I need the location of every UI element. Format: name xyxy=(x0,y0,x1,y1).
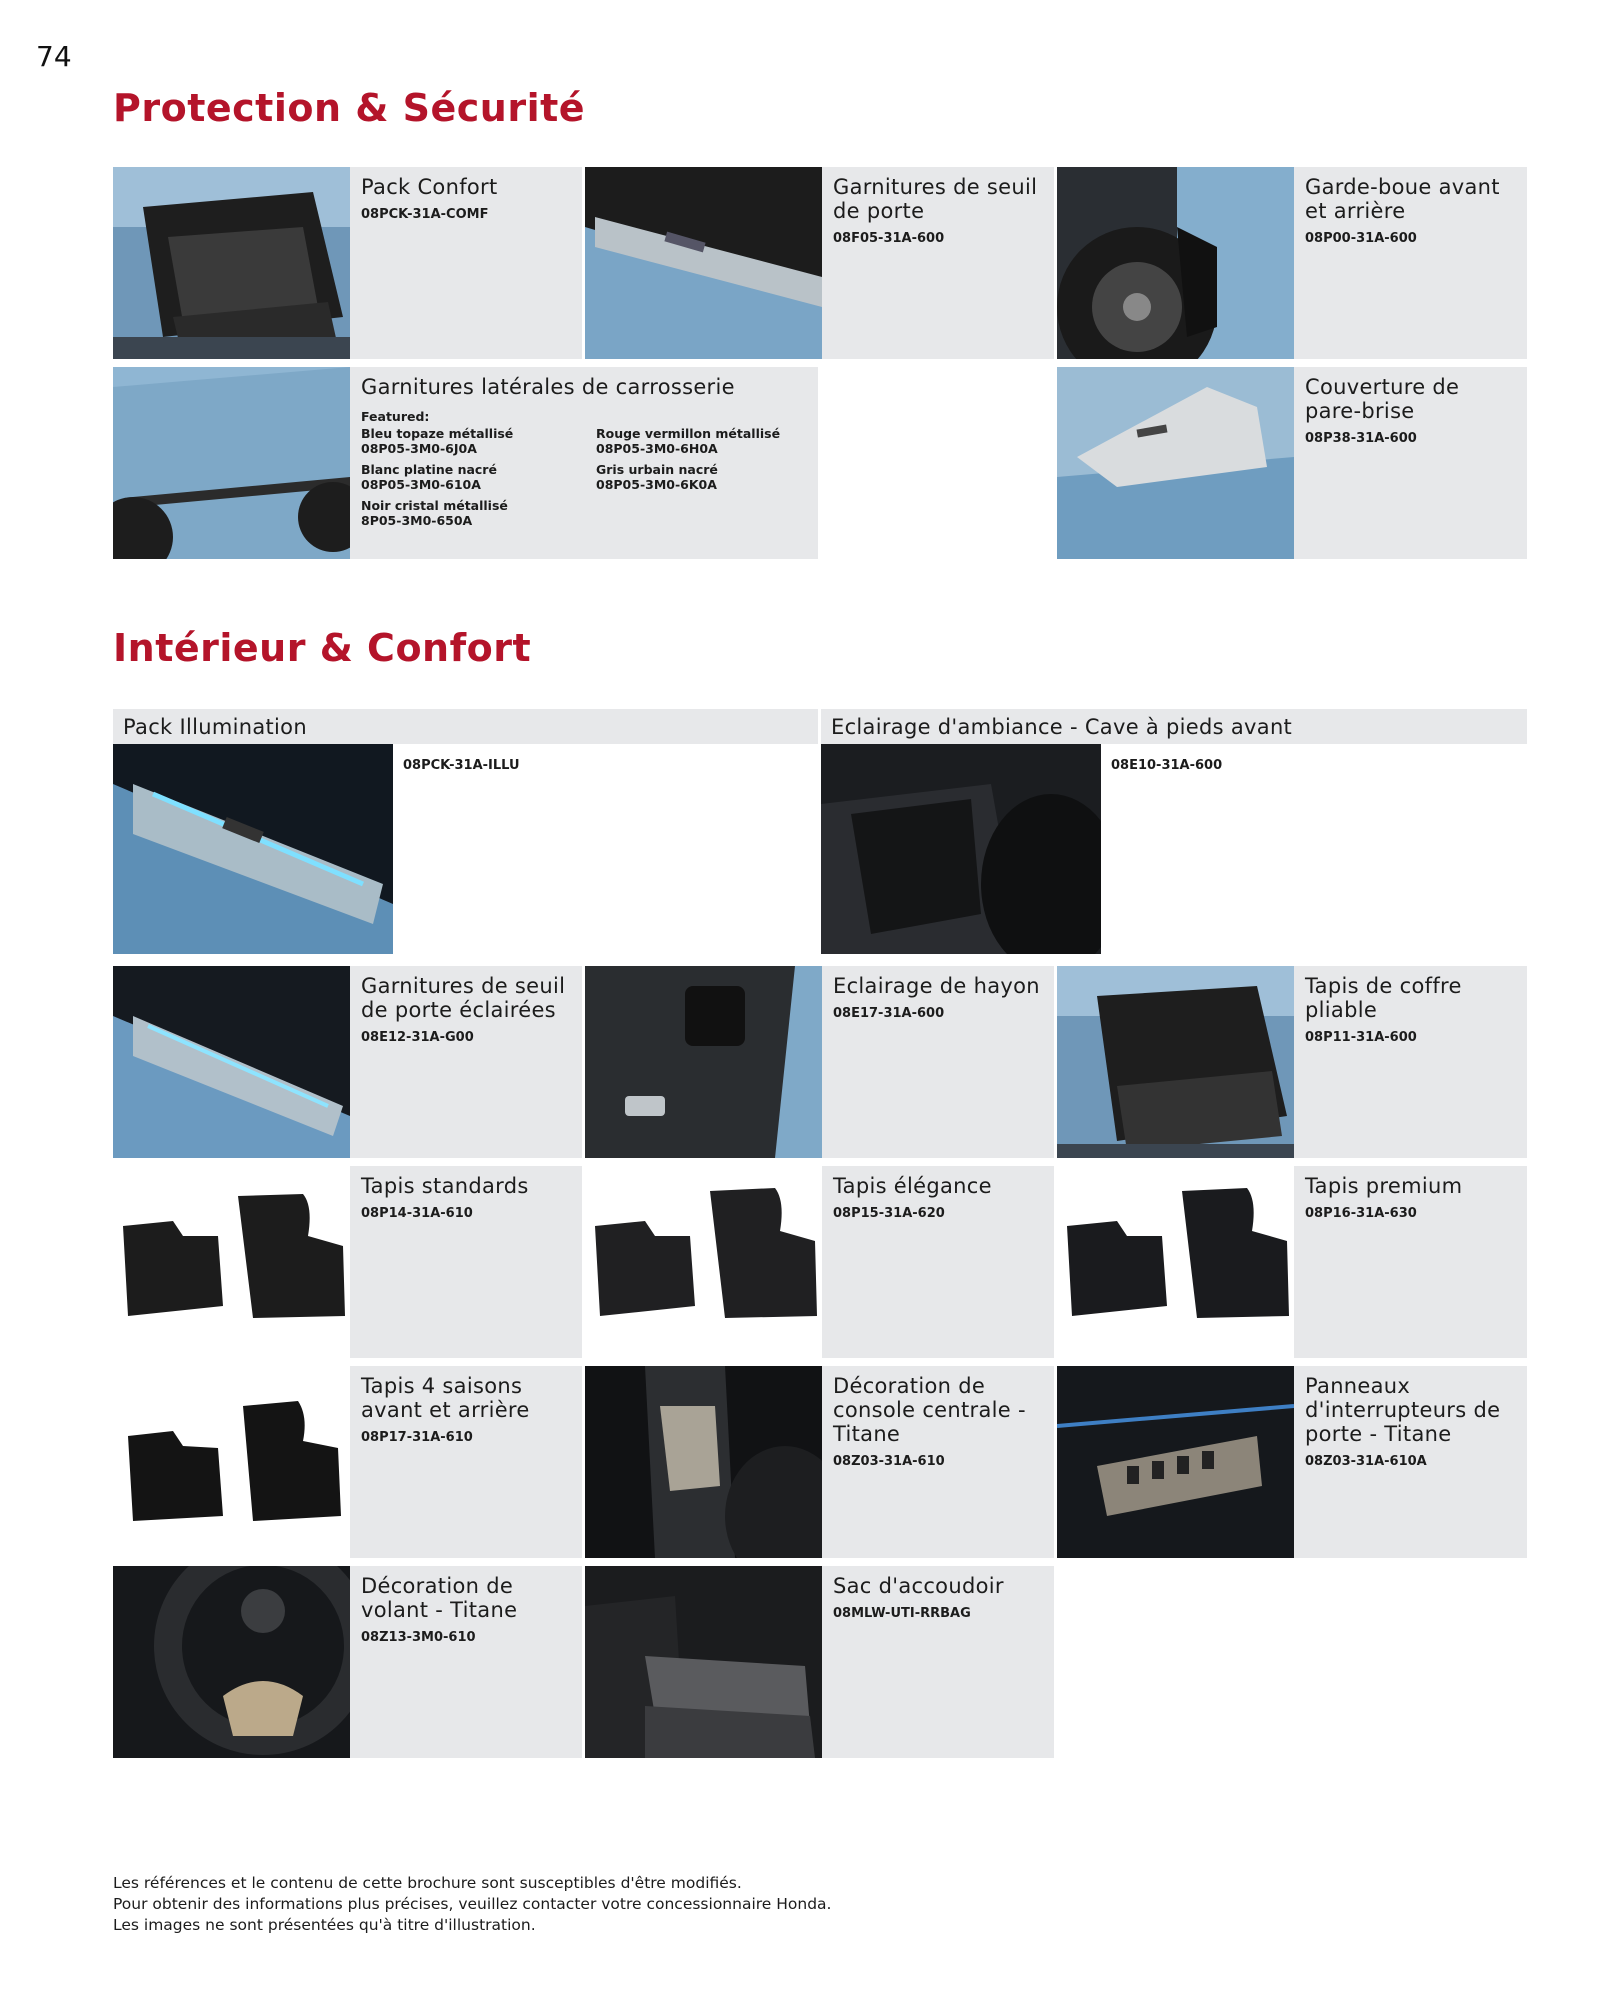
product-ref: 08P15-31A-620 xyxy=(833,1206,945,1221)
product-ref: 08PCK-31A-COMF xyxy=(361,207,489,222)
product-photo xyxy=(1057,1166,1294,1358)
featured-label: Featured: xyxy=(361,409,430,424)
product-card-garnitures-laterales[interactable] xyxy=(113,367,818,559)
product-title: Garnitures latérales de carrosserie xyxy=(361,375,735,399)
product-card-garde-boue[interactable] xyxy=(1057,167,1527,359)
product-ref: 08F05-31A-600 xyxy=(833,231,945,246)
product-photo xyxy=(1057,367,1294,559)
product-title: Tapis standards xyxy=(361,1174,529,1198)
product-title: Tapis 4 saisons avant et arrière xyxy=(361,1374,530,1422)
footer-line: Les références et le contenu de cette brochure sont susceptibles d'être modifiés. xyxy=(113,1874,742,1892)
product-photo xyxy=(113,1166,350,1358)
product-photo xyxy=(113,966,350,1158)
product-photo xyxy=(1057,167,1294,359)
section-title-interior: Intérieur & Confort xyxy=(113,626,532,670)
product-title: Sac d'accoudoir xyxy=(833,1574,1004,1598)
footer-disclaimer xyxy=(113,1873,831,1936)
wide-card-header-eclairage-ambiance: Eclairage d'ambiance - Cave à pieds avant xyxy=(821,709,1527,744)
variant-item: Blanc platine nacré 08P05-3M0-610A xyxy=(361,462,497,492)
product-card-sac-accoudoir[interactable] xyxy=(585,1566,1054,1758)
product-card-tapis-elegance[interactable] xyxy=(585,1166,1054,1358)
product-photo xyxy=(113,167,350,359)
product-photo xyxy=(585,167,822,359)
product-card-seuil-porte[interactable] xyxy=(585,167,1054,359)
product-card-panneaux-interrupteurs[interactable] xyxy=(1057,1366,1527,1558)
product-title: Garnitures de seuil de porte éclairées xyxy=(361,974,566,1022)
product-photo xyxy=(585,1566,822,1758)
product-photo xyxy=(113,1566,350,1758)
product-card-tapis-4-saisons[interactable] xyxy=(113,1366,582,1558)
product-ref: 08P14-31A-610 xyxy=(361,1206,473,1221)
product-title: Tapis élégance xyxy=(833,1174,992,1198)
section-title-protection: Protection & Sécurité xyxy=(113,86,586,130)
product-title: Tapis premium xyxy=(1305,1174,1463,1198)
product-ref: 08P17-31A-610 xyxy=(361,1430,473,1445)
wide-card-header-pack-illumination: Pack Illumination xyxy=(113,709,818,744)
product-photo xyxy=(585,1366,822,1558)
product-ref: 08Z03-31A-610A xyxy=(1305,1454,1427,1469)
product-ref: 08E12-31A-G00 xyxy=(361,1030,474,1045)
product-title: Décoration de console centrale - Titane xyxy=(833,1374,1026,1446)
product-title: Tapis de coffre pliable xyxy=(1305,974,1462,1022)
product-photo xyxy=(585,1166,822,1358)
product-card-pack-confort[interactable] xyxy=(113,167,582,359)
product-ref: 08Z03-31A-610 xyxy=(833,1454,945,1469)
product-ref: 08P38-31A-600 xyxy=(1305,431,1417,446)
product-ref: 08P00-31A-600 xyxy=(1305,231,1417,246)
product-photo xyxy=(113,1366,350,1558)
product-card-tapis-standards[interactable] xyxy=(113,1166,582,1358)
variant-item: Gris urbain nacré 08P05-3M0-6K0A xyxy=(596,462,718,492)
product-title: Garnitures de seuil de porte xyxy=(833,175,1038,223)
product-ref: 08P16-31A-630 xyxy=(1305,1206,1417,1221)
product-card-seuil-eclaires[interactable] xyxy=(113,966,582,1158)
product-ref-eclairage-ambiance: 08E10-31A-600 xyxy=(1111,758,1223,773)
product-ref: 08Z13-3M0-610 xyxy=(361,1630,476,1645)
product-card-eclairage-hayon[interactable] xyxy=(585,966,1054,1158)
product-ref: 08E17-31A-600 xyxy=(833,1006,945,1021)
product-title: Garde-boue avant et arrière xyxy=(1305,175,1500,223)
variant-item: Noir cristal métallisé 8P05-3M0-650A xyxy=(361,498,508,528)
product-photo xyxy=(113,367,350,559)
product-photo xyxy=(1057,1366,1294,1558)
product-photo xyxy=(585,966,822,1158)
footer-line: Les images ne sont présentées qu'à titre d'illustration. xyxy=(113,1916,536,1934)
variant-list xyxy=(361,426,808,534)
product-title: Décoration de volant - Titane xyxy=(361,1574,518,1622)
product-title: Couverture de pare-brise xyxy=(1305,375,1460,423)
product-ref-pack-illumination: 08PCK-31A-ILLU xyxy=(403,758,520,773)
product-card-tapis-coffre[interactable] xyxy=(1057,966,1527,1158)
product-ref: 08MLW-UTI-RRBAG xyxy=(833,1606,971,1621)
variant-item: Rouge vermillon métallisé 08P05-3M0-6H0A xyxy=(596,426,781,456)
page-number: 74 xyxy=(36,40,72,73)
product-title: Eclairage de hayon xyxy=(833,974,1040,998)
product-photo-pack-illumination[interactable] xyxy=(113,744,393,954)
product-card-couverture-pare-brise[interactable] xyxy=(1057,367,1527,559)
product-card-console-titane[interactable] xyxy=(585,1366,1054,1558)
product-title: Pack Confort xyxy=(361,175,498,199)
product-title: Panneaux d'interrupteurs de porte - Titane xyxy=(1305,1374,1501,1446)
product-card-volant-titane[interactable] xyxy=(113,1566,582,1758)
variant-item: Bleu topaze métallisé 08P05-3M0-6J0A xyxy=(361,426,514,456)
product-photo-eclairage-ambiance[interactable] xyxy=(821,744,1101,954)
footer-line: Pour obtenir des informations plus précises, veuillez contacter votre concessionnaire Honda. xyxy=(113,1895,832,1913)
product-card-tapis-premium[interactable] xyxy=(1057,1166,1527,1358)
product-ref: 08P11-31A-600 xyxy=(1305,1030,1417,1045)
product-photo xyxy=(1057,966,1294,1158)
